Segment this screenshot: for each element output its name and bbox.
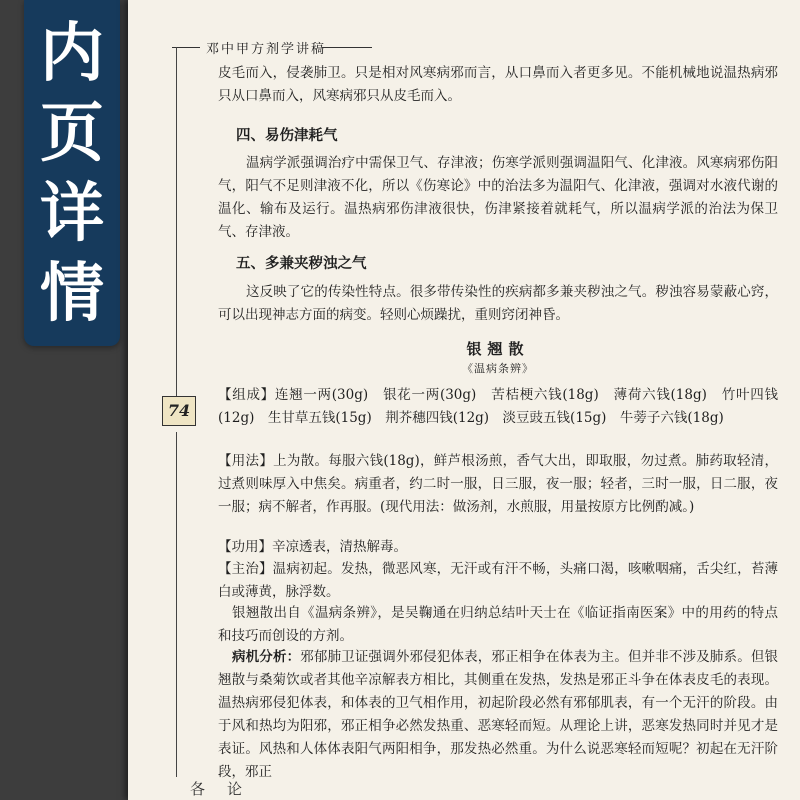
analysis-text: 邪郁肺卫证强调外邪侵犯体表，邪正相争在体表为主。但并非不涉及肺系。但银翘散与桑菊饮或者其他辛凉解表方相比，其侧重在发热，发热是邪正斗争在体表皮毛的表现。温热病邪侵犯体表，和体表的卫气相作用，初起阶段必然有邪郁肌表，有一个无汗的阶段。由于风和热均为阳邪，邪正相争必然发热重、恶寒轻而短。从理论上讲，恶寒发热同时并见才是表证。风热和人体体表阳气两阳相争，那发热必然重。为什么说恶寒轻而短呢？初起在无汗阶段，邪正 (218, 649, 779, 780)
indication-text: 温病初起。发热，微恶风寒，无汗或有汗不畅，头痛口渴，咳嗽咽痛，舌尖红，苔薄白或薄黄，脉浮数。 (218, 561, 779, 600)
usage-label: 【用法】 (218, 453, 274, 469)
analysis-label: 病机分析： (232, 649, 301, 665)
usage-text: 上为散。每服六钱(18g)，鲜芦根汤煎，香气大出，即取服，勿过煮。肺药取轻清，过煮则味厚入中焦矣。病重者，约二时一服，日三服，夜一服；轻者，三时一服，日二服，夜一服；病不解者，作再服。(现代用法：做汤剂，水煎服，用量按原方比例酌减。) (218, 453, 778, 515)
paragraph: 这反映了它的传染性特点。很多带传染性的疾病都多兼夹秽浊之气。秽浊容易蒙蔽心窍，可以出现神志方面的病变。轻则心烦躁扰，重则窍闭神昏。 (218, 284, 778, 323)
header-rule (322, 47, 372, 48)
indication-label: 【主治】 (218, 561, 273, 577)
page-frame-rule (176, 432, 177, 777)
formula-usage (218, 450, 778, 519)
section-heading: 五、多兼夹秽浊之气 (236, 256, 367, 272)
badge-char: 页 (40, 97, 104, 171)
badge-char: 详 (40, 177, 104, 251)
composition-label: 【组成】 (218, 387, 275, 403)
formula-analysis (218, 646, 778, 784)
page-frame-rule (176, 47, 177, 399)
paragraph: 银翘散出自《温病条辨》，是吴鞠通在归纳总结叶天士在《临证指南医案》中的用药的特点和技巧而创设的方剂。 (218, 605, 778, 644)
section-heading: 四、易伤津耗气 (236, 128, 338, 144)
formula-indication (218, 558, 778, 604)
formula-source: 《温病条辨》 (462, 362, 534, 375)
formula-function (218, 536, 778, 559)
footer-section-label: 各论 (190, 780, 265, 798)
function-label: 【功用】 (218, 539, 272, 555)
composition-text: 连翘一两(30g) 银花一两(30g) 苦桔梗六钱(18g) 薄荷六钱(18g) 竹叶四钱(12g) 生甘草五钱(15g) 荆芥穗四钱(12g) 淡豆豉五钱(15g) 牛蒡子六钱(18g) (218, 387, 778, 426)
badge-char: 情 (40, 257, 104, 331)
book-page (128, 0, 800, 800)
badge-char: 内 (40, 17, 104, 91)
page-number: 74 (162, 396, 196, 426)
running-header (172, 38, 786, 58)
function-text: 辛凉透表，清热解毒。 (272, 539, 407, 555)
header-title: 邓中甲方剂学讲稿 (206, 42, 327, 57)
detail-badge (24, 0, 120, 346)
formula-title: 银翘散 (466, 340, 530, 358)
formula-composition (218, 384, 778, 430)
paragraph: 温病学派强调治疗中需保卫气、存津液；伤寒学派则强调温阳气、化津液。风寒病邪伤阳气，阳气不足则津液不化，所以《伤寒论》中的治法多为温阳气、化津液，强调对水液代谢的温化、输布及运行。温热病邪伤津液很快，伤津紧接着就耗气，所以温病学派的治法为保卫气、存津液。 (218, 155, 778, 240)
paragraph: 皮毛而入，侵袭肺卫。只是相对风寒病邪而言，从口鼻而入者更多见。不能机械地说温热病邪只从口鼻而入，风寒病邪只从皮毛而入。 (218, 65, 778, 104)
